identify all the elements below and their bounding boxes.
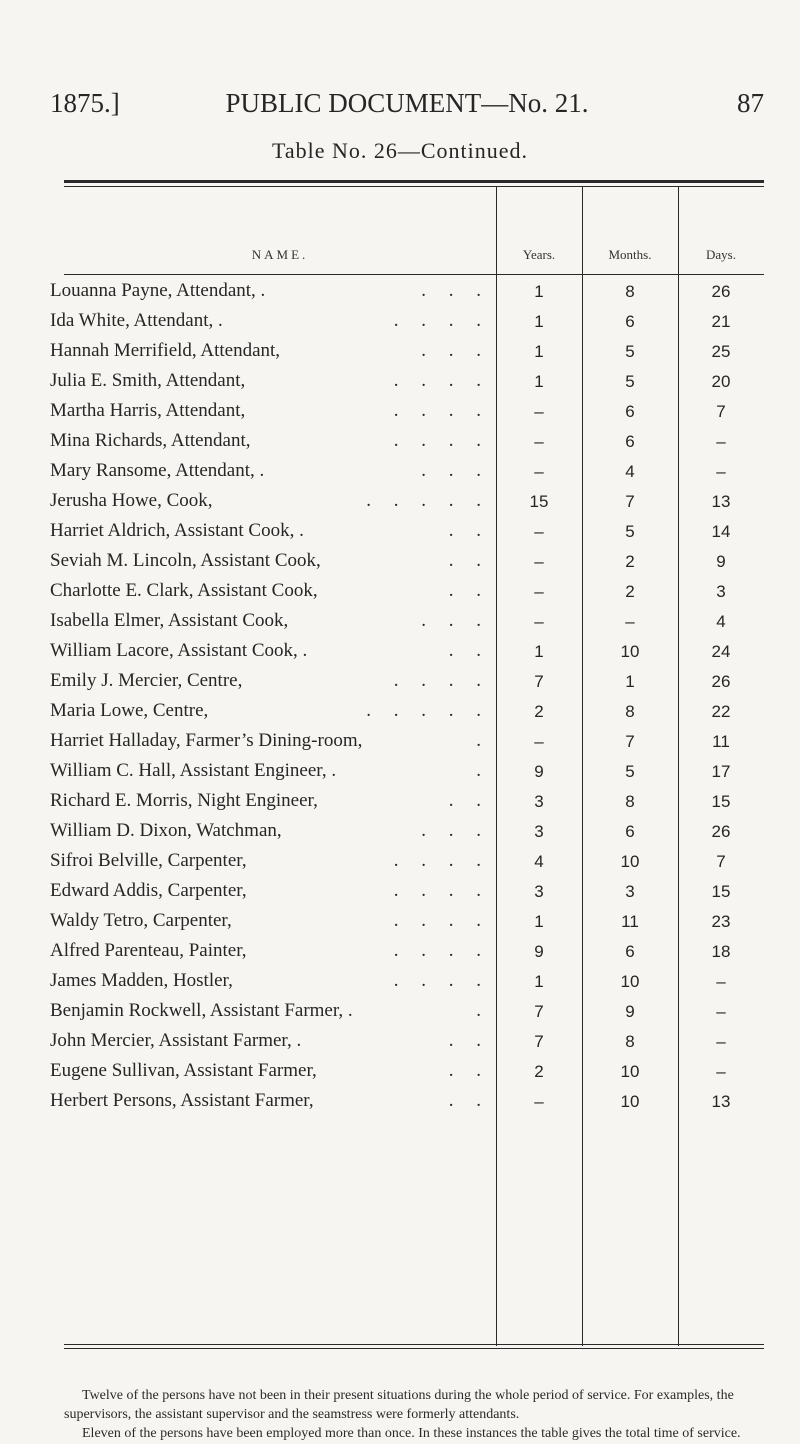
row-name-cell bbox=[50, 970, 490, 992]
row-name-cell bbox=[50, 700, 490, 722]
row-name-cell bbox=[50, 820, 490, 842]
row-name: William D. Dixon, Watchman, bbox=[50, 820, 282, 841]
row-leader-dots: . . . . bbox=[393, 850, 490, 871]
row-months: 11 bbox=[621, 912, 639, 931]
row-name: Julia E. Smith, Attendant, bbox=[50, 370, 246, 391]
row-months: – bbox=[625, 612, 635, 631]
row-months: 4 bbox=[625, 462, 635, 481]
row-years: – bbox=[534, 732, 544, 751]
row-days: 9 bbox=[716, 552, 726, 571]
row-name: Edward Addis, Carpenter, bbox=[50, 880, 247, 901]
row-name: Sifroi Belville, Carpenter, bbox=[50, 850, 247, 871]
table-row bbox=[0, 640, 800, 670]
table-row bbox=[0, 520, 800, 550]
row-name-cell bbox=[50, 880, 490, 902]
row-days: 26 bbox=[711, 672, 731, 691]
row-name: Isabella Elmer, Assistant Cook, bbox=[50, 610, 289, 631]
row-months: 7 bbox=[625, 732, 635, 751]
row-name: Mary Ransome, Attendant, . bbox=[50, 460, 265, 481]
header-document-title: PUBLIC DOCUMENT—No. 21. bbox=[225, 88, 589, 118]
row-years: 9 bbox=[534, 942, 544, 961]
row-months: 9 bbox=[625, 1002, 635, 1021]
row-leader-dots: . . . . . bbox=[366, 490, 490, 511]
note-paragraph: Twelve of the persons have not been in their present situations during the whole period of service. For examples, the supervisors, the assistant supervisor and the seamstress were formerly attendants. bbox=[64, 1388, 734, 1422]
table-row bbox=[0, 580, 800, 610]
row-days: 3 bbox=[716, 582, 726, 601]
row-leader-dots: . bbox=[476, 730, 490, 751]
row-name: William Lacore, Assistant Cook, . bbox=[50, 640, 308, 661]
row-months: 6 bbox=[625, 942, 635, 961]
column-header-years: Years. bbox=[522, 247, 556, 262]
table-bottom-rule bbox=[64, 1344, 764, 1345]
row-leader-dots: . . . . bbox=[393, 940, 490, 961]
row-months: 10 bbox=[620, 1092, 640, 1111]
row-months: 2 bbox=[625, 582, 635, 601]
row-years: 3 bbox=[534, 822, 544, 841]
row-name: Eugene Sullivan, Assistant Farmer, bbox=[50, 1060, 317, 1081]
column-header-name: NAME. bbox=[251, 247, 309, 262]
row-name-cell bbox=[50, 340, 490, 362]
row-name: James Madden, Hostler, bbox=[50, 970, 233, 991]
row-days: 26 bbox=[711, 282, 731, 301]
table-row bbox=[0, 730, 800, 760]
row-years: 1 bbox=[534, 282, 544, 301]
row-name: Harriet Halladay, Farmer’s Dining-room, bbox=[50, 730, 363, 751]
row-years: – bbox=[534, 1092, 544, 1111]
row-years: – bbox=[534, 552, 544, 571]
row-name: Mina Richards, Attendant, bbox=[50, 430, 251, 451]
row-name-cell bbox=[50, 850, 490, 872]
row-months: 7 bbox=[625, 492, 635, 511]
row-name-cell bbox=[50, 550, 490, 572]
table-row bbox=[0, 400, 800, 430]
row-days: 7 bbox=[716, 402, 726, 421]
row-years: 2 bbox=[534, 702, 544, 721]
table-title: Table No. 26—Continued. bbox=[271, 138, 529, 163]
row-years: – bbox=[534, 462, 544, 481]
row-months: 8 bbox=[625, 282, 635, 301]
row-name-cell bbox=[50, 790, 490, 812]
table-row bbox=[0, 1060, 800, 1090]
row-name-cell bbox=[50, 400, 490, 422]
row-name-cell bbox=[50, 280, 490, 302]
row-leader-dots: . . . . bbox=[393, 880, 490, 901]
row-years: 7 bbox=[534, 672, 544, 691]
row-days: 18 bbox=[711, 942, 731, 961]
row-leader-dots: . . bbox=[448, 640, 490, 661]
row-name-cell bbox=[50, 310, 490, 332]
header-page-number: 87 bbox=[737, 88, 764, 118]
table-row bbox=[0, 550, 800, 580]
row-name: Charlotte E. Clark, Assistant Cook, bbox=[50, 580, 318, 601]
row-name-cell bbox=[50, 430, 490, 452]
row-name: Hannah Merrifield, Attendant, bbox=[50, 340, 281, 361]
table-bottom-rule-inner bbox=[64, 1348, 764, 1349]
row-name: William C. Hall, Assistant Engineer, . bbox=[50, 760, 337, 781]
row-name: Richard E. Morris, Night Engineer, bbox=[50, 790, 318, 811]
row-years: 3 bbox=[534, 792, 544, 811]
row-name-cell bbox=[50, 490, 490, 512]
row-name-cell bbox=[50, 1090, 490, 1112]
row-years: 1 bbox=[534, 912, 544, 931]
row-leader-dots: . . bbox=[448, 1030, 490, 1051]
row-leader-dots: . . . . bbox=[393, 400, 490, 421]
row-name-cell bbox=[50, 730, 490, 752]
row-days: 7 bbox=[716, 852, 726, 871]
row-months: 6 bbox=[625, 312, 635, 331]
column-header-days: Days. bbox=[706, 247, 736, 262]
row-days: 22 bbox=[711, 702, 731, 721]
table-row bbox=[0, 760, 800, 790]
row-years: 1 bbox=[534, 642, 544, 661]
row-days: 24 bbox=[711, 642, 731, 661]
row-name-cell bbox=[50, 370, 490, 392]
table-row bbox=[0, 340, 800, 370]
row-days: – bbox=[716, 972, 726, 991]
row-name: Louanna Payne, Attendant, . bbox=[50, 280, 266, 301]
row-years: 1 bbox=[534, 372, 544, 391]
row-months: 1 bbox=[625, 672, 635, 691]
table-row bbox=[0, 610, 800, 640]
table-row bbox=[0, 880, 800, 910]
row-years: – bbox=[534, 402, 544, 421]
row-months: 8 bbox=[625, 702, 635, 721]
note-paragraph: Eleven of the persons have been employed more than once. In these instances the table gives the total time of service. bbox=[82, 1426, 741, 1441]
table-row bbox=[0, 790, 800, 820]
row-name: Seviah M. Lincoln, Assistant Cook, bbox=[50, 550, 321, 571]
table-row bbox=[0, 1030, 800, 1060]
row-name-cell bbox=[50, 760, 490, 782]
row-days: – bbox=[716, 1032, 726, 1051]
row-name-cell bbox=[50, 940, 490, 962]
row-months: 10 bbox=[620, 972, 640, 991]
row-months: 3 bbox=[625, 882, 635, 901]
row-months: 5 bbox=[625, 762, 635, 781]
row-years: 15 bbox=[529, 492, 549, 511]
row-leader-dots: . . . . bbox=[393, 370, 490, 391]
row-name-cell bbox=[50, 610, 490, 632]
row-months: 6 bbox=[625, 402, 635, 421]
row-days: 20 bbox=[711, 372, 731, 391]
row-months: 6 bbox=[625, 432, 635, 451]
row-name-cell bbox=[50, 460, 490, 482]
row-name: Martha Harris, Attendant, bbox=[50, 400, 246, 421]
row-leader-dots: . . bbox=[448, 550, 490, 571]
row-leader-dots: . . bbox=[448, 1060, 490, 1081]
row-leader-dots: . . . bbox=[421, 820, 490, 841]
row-months: 6 bbox=[625, 822, 635, 841]
table-row bbox=[0, 970, 800, 1000]
row-days: 23 bbox=[711, 912, 731, 931]
row-leader-dots: . . bbox=[448, 1090, 490, 1111]
row-leader-dots: . bbox=[476, 760, 490, 781]
row-leader-dots: . . bbox=[448, 580, 490, 601]
row-leader-dots: . . . bbox=[421, 460, 490, 481]
row-years: 4 bbox=[534, 852, 544, 871]
row-months: 10 bbox=[620, 642, 640, 661]
row-days: – bbox=[716, 1062, 726, 1081]
row-days: 25 bbox=[711, 342, 731, 361]
row-years: 7 bbox=[534, 1002, 544, 1021]
row-years: 1 bbox=[534, 972, 544, 991]
table-header-rule bbox=[64, 274, 764, 275]
row-name: Waldy Tetro, Carpenter, bbox=[50, 910, 232, 931]
table-row bbox=[0, 910, 800, 940]
row-name-cell bbox=[50, 1030, 490, 1052]
table-row bbox=[0, 700, 800, 730]
row-days: 15 bbox=[711, 792, 731, 811]
table-row bbox=[0, 940, 800, 970]
row-leader-dots: . . . . bbox=[393, 310, 490, 331]
row-name-cell bbox=[50, 520, 490, 542]
row-years: – bbox=[534, 432, 544, 451]
table-row bbox=[0, 460, 800, 490]
row-months: 5 bbox=[625, 372, 635, 391]
row-name: John Mercier, Assistant Farmer, . bbox=[50, 1030, 302, 1051]
table-row bbox=[0, 1000, 800, 1030]
table-row bbox=[0, 430, 800, 460]
row-name-cell bbox=[50, 640, 490, 662]
table-top-rule-inner bbox=[64, 186, 764, 187]
row-name: Emily J. Mercier, Centre, bbox=[50, 670, 243, 691]
row-months: 10 bbox=[620, 852, 640, 871]
table-row bbox=[0, 850, 800, 880]
row-years: – bbox=[534, 582, 544, 601]
row-months: 5 bbox=[625, 342, 635, 361]
row-name: Maria Lowe, Centre, bbox=[50, 700, 209, 721]
table-row bbox=[0, 490, 800, 520]
row-months: 10 bbox=[620, 1062, 640, 1081]
row-name: Ida White, Attendant, . bbox=[50, 310, 223, 331]
page-header bbox=[50, 88, 764, 128]
row-years: 2 bbox=[534, 1062, 544, 1081]
row-leader-dots: . . . . bbox=[393, 910, 490, 931]
row-years: 1 bbox=[534, 312, 544, 331]
row-years: – bbox=[534, 612, 544, 631]
row-leader-dots: . bbox=[476, 1000, 490, 1021]
row-leader-dots: . . . . bbox=[393, 430, 490, 451]
table-row bbox=[0, 1090, 800, 1120]
row-months: 2 bbox=[625, 552, 635, 571]
row-days: 14 bbox=[711, 522, 731, 541]
row-days: – bbox=[716, 462, 726, 481]
row-leader-dots: . . . . bbox=[393, 670, 490, 691]
row-days: 13 bbox=[711, 1092, 731, 1111]
row-name: Alfred Parenteau, Painter, bbox=[50, 940, 247, 961]
table-row bbox=[0, 310, 800, 340]
row-days: 11 bbox=[712, 732, 730, 751]
row-days: 13 bbox=[711, 492, 731, 511]
row-leader-dots: . . . . . bbox=[366, 700, 490, 721]
row-name-cell bbox=[50, 910, 490, 932]
table-row bbox=[0, 670, 800, 700]
row-name-cell bbox=[50, 1060, 490, 1082]
table-notes bbox=[64, 1386, 764, 1443]
row-name: Harriet Aldrich, Assistant Cook, . bbox=[50, 520, 304, 541]
row-name-cell bbox=[50, 580, 490, 602]
row-leader-dots: . . bbox=[448, 790, 490, 811]
row-leader-dots: . . . bbox=[421, 610, 490, 631]
row-days: 4 bbox=[716, 612, 726, 631]
table-row bbox=[0, 370, 800, 400]
row-leader-dots: . . . bbox=[421, 340, 490, 361]
row-leader-dots: . . . bbox=[421, 280, 490, 301]
row-leader-dots: . . . . bbox=[393, 970, 490, 991]
row-days: – bbox=[716, 432, 726, 451]
table-top-rule bbox=[64, 180, 764, 183]
row-years: 7 bbox=[534, 1032, 544, 1051]
row-years: 3 bbox=[534, 882, 544, 901]
row-months: 8 bbox=[625, 792, 635, 811]
row-days: – bbox=[716, 1002, 726, 1021]
row-name-cell bbox=[50, 1000, 490, 1022]
row-months: 8 bbox=[625, 1032, 635, 1051]
table-row bbox=[0, 280, 800, 310]
row-days: 21 bbox=[711, 312, 731, 331]
row-name-cell bbox=[50, 670, 490, 692]
row-years: 9 bbox=[534, 762, 544, 781]
column-header-months: Months. bbox=[608, 247, 652, 262]
row-leader-dots: . . bbox=[448, 520, 490, 541]
row-name: Herbert Persons, Assistant Farmer, bbox=[50, 1090, 314, 1111]
row-days: 15 bbox=[711, 882, 731, 901]
row-months: 5 bbox=[625, 522, 635, 541]
row-days: 26 bbox=[711, 822, 731, 841]
row-years: 1 bbox=[534, 342, 544, 361]
row-name: Benjamin Rockwell, Assistant Farmer, . bbox=[50, 1000, 353, 1021]
row-years: – bbox=[534, 522, 544, 541]
header-year: 1875.] bbox=[50, 88, 120, 118]
table-row bbox=[0, 820, 800, 850]
row-name: Jerusha Howe, Cook, bbox=[50, 490, 213, 511]
row-days: 17 bbox=[711, 762, 731, 781]
